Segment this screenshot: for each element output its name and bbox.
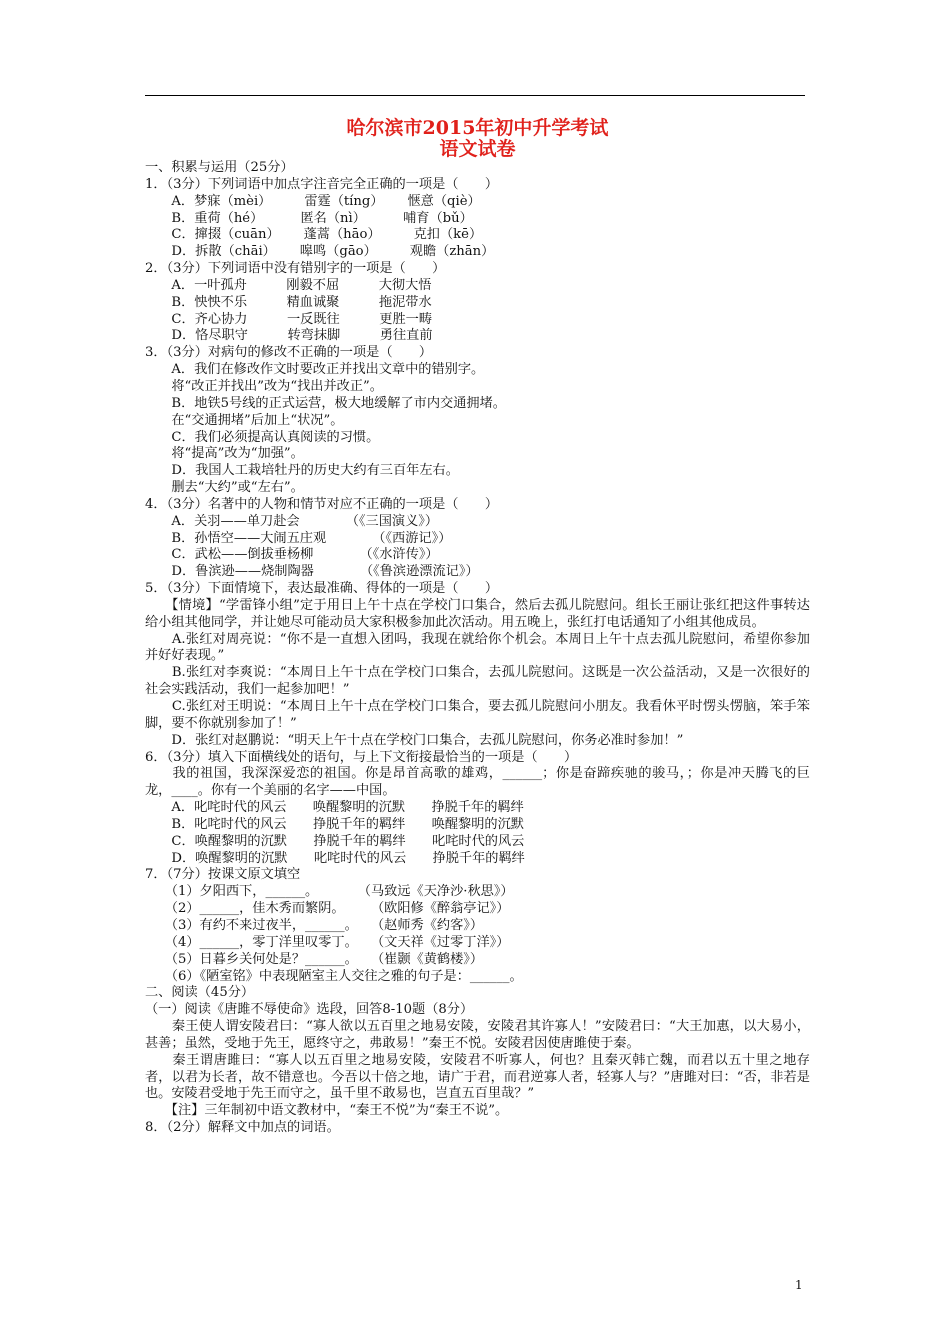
q6-option: A．叱咤时代的风云 唤醒黎明的沉默 挣脱千年的羁绊 — [145, 800, 524, 816]
text-line: （3）有约不来过夜半，______。 （赵师秀《约客》） — [145, 917, 484, 933]
text-line: （4）______，零丁洋里叹零丁。 （文天祥《过零丁洋》） — [145, 934, 510, 950]
text-line: 一、积累与运用（25分） — [145, 160, 294, 175]
text-line: （1）夕阳西下，______。 （马致远《天净沙·秋思》） — [145, 884, 514, 900]
exam-title: 哈尔滨市2015年初中升学考试 — [346, 117, 609, 139]
q5-paragraph: 【情境】“学雷锋小组”定于用日上午十点在学校门口集合，然后去孤儿院慰问。组长王丽让张红把这件事转达给小组其他同学，并让她尽可能动员大家积极参加此次活动。用五晚上，张红打电话通知了小组其他成员。 — [145, 597, 810, 630]
q6-paragraph: 我的祖国，我深深爱恋的祖国。你是昂首高歌的雄鸡，______；你是奋蹄疾驰的骏马，；你是冲天腾飞的巨龙，____。你有一个美丽的名字——中国。 — [145, 766, 810, 799]
text-line: A．梦寐（mèi） 雷霆（tíng） 惬意（qiè） — [145, 193, 481, 209]
header-rule — [145, 95, 805, 96]
text-line: D．鲁滨逊——烧制陶器 （《鲁滨逊漂流记》） — [145, 564, 479, 580]
text-line: （6）《陋室铭》中表现陋室主人交往之雅的句子是：______。 — [145, 968, 523, 984]
text-line: C．撺掇（cuān） 蓬蒿（hāo） 克扣（kē） — [145, 227, 483, 243]
text-line: C．武松——倒拔垂杨柳 （《水浒传》） — [145, 547, 439, 563]
text-line: （一）阅读《唐雎不辱使命》选段，回答8-10题（8分） — [145, 1002, 474, 1018]
text-line: 3．（3分）对病句的修改不正确的一项是（ ） — [145, 345, 433, 361]
text-line: D．拆散（chāi） 嗥鸣（gāo） 观瞻（zhān） — [145, 244, 495, 260]
reading-paragraph: 秦王使人谓安陵君曰：“寡人欲以五百里之地易安陵，安陵君其许寡人！”安陵君曰：“大王加惠，以大易小，甚善；虽然，受地于先王，愿终守之，弗敢易！”秦王不悦。安陵君因使唐雎使于秦。 — [145, 1019, 810, 1051]
text-line: 将“改正并找出”改为“找出并改正”。 — [145, 378, 383, 394]
text-line: 1．（3分）下列词语中加点字注音完全正确的一项是（ ） — [145, 176, 499, 192]
text-line: B．怏怏不乐 精血诚聚 拖泥带水 — [145, 294, 432, 310]
question-6: 6．（3分）填入下面横线处的语句，与上下文衔接最恰当的一项是（ ） — [145, 749, 578, 765]
text-line: 删去“大约”或“左右”。 — [145, 480, 304, 496]
text-line: A．关羽——单刀赴会 （《三国演义》） — [145, 513, 439, 529]
q6-option: B．叱咤时代的风云 挣脱千年的羁绊 唤醒黎明的沉默 — [145, 816, 524, 832]
text-line: B．地铁5号线的正式运营，极大地缓解了市内交通拥堵。 — [145, 395, 506, 411]
text-line: 7．（7分）按课文原文填空 — [145, 867, 301, 883]
q6-option: D．唤醒黎明的沉默 叱咤时代的风云 挣脱千年的羁绊 — [145, 850, 525, 866]
page-number: 1 — [795, 1278, 803, 1292]
text-line: D．我国人工栽培牡丹的历史大约有三百年左右。 — [145, 463, 459, 479]
text-line: A．我们在修改作文时要改正并找出文章中的错别字。 — [145, 362, 485, 378]
q5-paragraph: D．张红对赵鹏说：“明天上午十点在学校门口集合，去孤儿院慰问，你务必准时参加！” — [145, 732, 684, 748]
q5-paragraph: C.张红对王明说：“本周日上午十点在学校门口集合，要去孤儿院慰问小朋友。我看休平时愣头愣脑，笨手笨脚，要不你就别参加了！” — [145, 699, 810, 731]
text-line: B．重荷（hé） 匿名（nì） 哺育（bǔ） — [145, 210, 473, 226]
text-line: B．孙悟空——大闹五庄观 （《西游记》） — [145, 530, 452, 546]
question-8: 8．（2分）解释文中加点的词语。 — [145, 1120, 340, 1136]
q5-paragraph: A.张红对周亮说：“你不是一直想入团吗，我现在就给你个机会。本周日上午十点去孤儿院慰问，希望你参加并好好表现。” — [145, 631, 810, 664]
q6-option: C．唤醒黎明的沉默 挣脱千年的羁绊 叱咤时代的风云 — [145, 833, 525, 849]
text-line: A．一叶孤舟 刚毅不屈 大彻大悟 — [145, 277, 432, 293]
text-line: 在“交通拥堵”后加上“状况”。 — [145, 412, 344, 428]
text-line: 2．（3分）下列词语中没有错别字的一项是（ ） — [145, 261, 446, 277]
q5-paragraph: B.张红对李爽说：“本周日上午十点在学校门口集合，去孤儿院慰问。这既是一次公益活动，又是一次很好的社会实践活动，我们一起参加吧！” — [145, 665, 810, 698]
text-line: 将“提高”改为“加强”。 — [145, 446, 304, 462]
text-line: 4．（3分）名著中的人物和情节对应不正确的一项是（ ） — [145, 496, 499, 512]
text-line: C．齐心协力 一反既往 更胜一畴 — [145, 311, 433, 327]
reading-paragraph: 【注】三年制初中语文教材中，“秦王不悦”为“秦王不说”。 — [145, 1103, 509, 1119]
text-line: 二、阅读（45分） — [145, 985, 255, 1001]
text-line: C．我们必须提高认真阅读的习惯。 — [145, 429, 380, 445]
text-line: 5．（3分）下面情境下，表达最准确、得体的一项是（ ） — [145, 581, 499, 597]
reading-paragraph: 秦王谓唐雎曰：“寡人以五百里之地易安陵，安陵君不听寡人，何也？且秦灭韩亡魏，而君以五十里之地存者，以君为长者，故不错意也。今吾以十倍之地，请广于君，而君逆寡人者，轻寡人与？”唐雎对曰：“否，非若是也。安陵君受地于先王而守之，虽千里不敢易也，岂直五百里哉？” — [145, 1052, 810, 1102]
text-line: （5）日暮乡关何处是？______。 （崔颢《黄鹤楼》） — [145, 951, 484, 967]
text-line: （2）______，佳木秀而繁阴。 （欧阳修《醉翁亭记》） — [145, 901, 510, 917]
exam-page — [145, 118, 810, 1137]
exam-subtitle: 语文试卷 — [439, 138, 516, 160]
text-line: D．恪尽职守 转弯抹脚 勇往直前 — [145, 328, 433, 344]
